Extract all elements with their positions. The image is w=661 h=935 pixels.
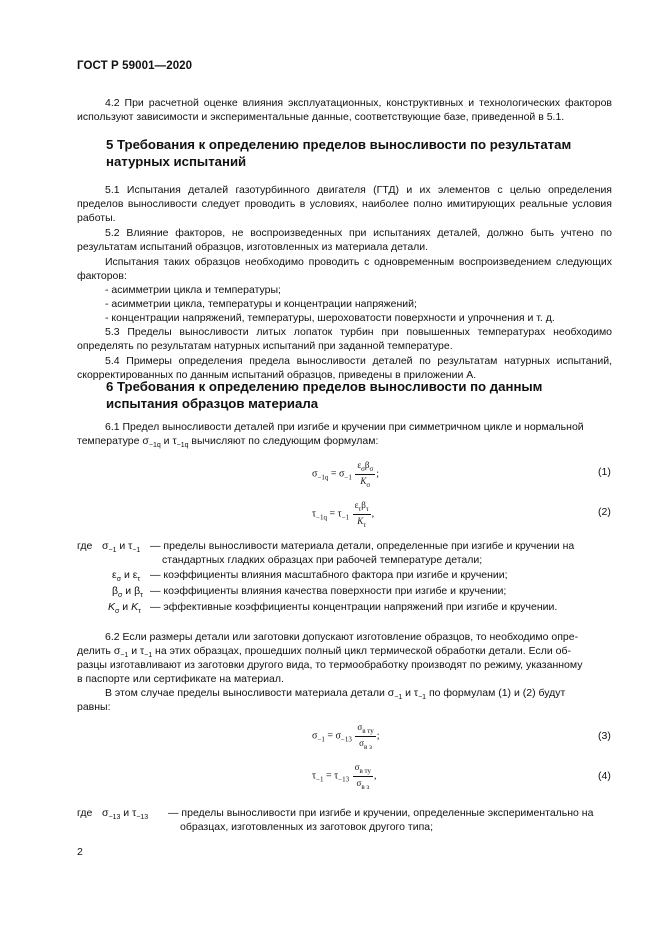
def-text-k: — эффективные коэффициенты концентрации напряжений при изгибе и кручении. (150, 601, 558, 613)
paragraph-6-1-cont: температуре $\sigma_{-1q}$ и $\tau_{-1q}$ вычисляют по следующим формулам: (77, 435, 379, 450)
def-text-limits: — пределы выносливости материала детали, определенные при изгибе и кручении на (150, 540, 575, 552)
section-6-heading: 6 Требования к определению пределов выносливости по данным испытания образцов материала (106, 379, 543, 411)
page-number: 2 (77, 846, 83, 858)
tau-1q-symbol: $\tau_{-1q}$ (172, 435, 189, 450)
list-item: - асимметрии цикла и температуры; (105, 284, 281, 296)
paragraph-6-2-line3: разцы изготавливают из заготовки другого вида, то термообработку производят по режиму, указанному (77, 659, 583, 671)
list-item: - концентрации напряжений, температуры, шероховатости поверхности и упрочнения и т. д. (105, 312, 555, 324)
paragraph-6-1: 6.1 Предел выносливости деталей при изгибе и кручении при симметричном цикле и нормальной (105, 421, 584, 433)
def-text-limits-cont: стандартных гладких образцах при рабочей температуре детали; (162, 554, 483, 566)
where-label: где (77, 540, 93, 552)
def-symbol-sigma-tau: $\sigma_{-1}$ и $\tau_{-1}$ (102, 540, 141, 555)
def-text-beta: — коэффициенты влияния качества поверхности при изгибе и кручении; (150, 585, 507, 597)
paragraph-case-end: равны: (77, 701, 111, 713)
def-symbol-epsilon: $\varepsilon_\sigma$ и $\varepsilon_\tau$ (112, 569, 141, 584)
paragraph-6-2-line1: 6.2 Если размеры детали или заготовки допускают изготовление образцов, то необходимо опре- (105, 631, 579, 643)
paragraph-6-2-line4: в паспорте или сертификате на материал. (77, 673, 284, 685)
paragraph-5-4: 5.4 Примеры определения предела выносливости деталей по результатам натурных испытаний, скорректированных по данным испытаний образцов, приведены в приложении А. (77, 355, 612, 381)
paragraph-case: В этом случае пределы выносливости материала детали $\sigma_{-1}$ и $\tau_{-1}$ по формулам (1) и (2) будут (105, 687, 566, 702)
where-label-2: где (77, 807, 93, 819)
paragraph-samples: Испытания таких образцов необходимо проводить с одновременным воспроизведением следующих факторов: (77, 256, 612, 282)
sigma-1q-symbol: $\sigma_{-1q}$ (142, 435, 161, 450)
list-item: - асимметрии цикла, температуры и концентрации напряжений; (105, 298, 417, 310)
def-symbol-sigma13-tau13: $\sigma_{-13}$ и $\tau_{-13}$ (102, 807, 149, 822)
paragraph-4-2: 4.2 При расчетной оценке влияния эксплуатационных, конструктивных и технологических факторов используют зависимости и экспериментальные данные, соответствующие базе, приведенной в 5.1. (77, 97, 612, 123)
formula-3: $\sigma_{-1} = \sigma_{-13}$ $\frac{\sigma_{в ту}}{\sigma_{в з}}$ ; (312, 722, 380, 751)
def-symbol-k: $K_\sigma$ и $K_\tau$ (108, 601, 141, 616)
paragraph-5-1: 5.1 Испытания деталей газотурбинного двигателя (ГТД) и их элементов с целью определения пределов выносливости следует проводить в условиях, наиболее полно имитирующих реальные условия работы. (77, 184, 612, 224)
paragraph-5-3: 5.3 Пределы выносливости литых лопаток турбин при повышенных температурах необходимо определять по результатам натурных испытаний при заданной температуре. (77, 326, 612, 352)
equation-number-2: (2) (598, 506, 611, 518)
def-text-experimental: — пределы выносливости при изгибе и кручении, определенные экспериментально на (168, 807, 594, 819)
paragraph-5-2: 5.2 Влияние факторов, не воспроизведенных при испытаниях деталей, должно быть учтено по результатам испытаний образцов, изготовленных из материала детали. (77, 227, 612, 253)
equation-number-3: (3) (598, 730, 611, 742)
formula-2: $\tau_{-1q} = \tau_{-1}$ $\frac{\varepsilon_\tau\beta_\tau}{K_\tau}$ , (312, 500, 375, 529)
equation-number-1: (1) (598, 466, 611, 478)
paragraph-6-2-line2: делить $\sigma_{-1}$ и $\tau_{-1}$ на этих образцах, прошедших полный цикл термической обработки детали. Если об- (77, 645, 571, 660)
def-text-experimental-cont: образцах, изготовленных из заготовок другого типа; (180, 821, 434, 833)
formula-4: $\tau_{-1} = \tau_{-13}$ $\frac{\sigma_{в ту}}{\sigma_{в з}}$ , (312, 762, 377, 791)
def-symbol-beta: $\beta_\sigma$ и $\beta_\tau$ (112, 585, 143, 600)
section-5-heading: 5 Требования к определению пределов выносливости по результатам натурных испытаний (106, 137, 572, 169)
standard-header: ГОСТ Р 59001—2020 (77, 60, 193, 72)
formula-1: $\sigma_{-1q} = \sigma_{-1}$ $\frac{\varepsilon_\sigma\beta_\sigma}{K_\sigma}$ ; (312, 460, 380, 489)
equation-number-4: (4) (598, 770, 611, 782)
def-text-epsilon: — коэффициенты влияния масштабного фактора при изгибе и кручении; (150, 569, 508, 581)
